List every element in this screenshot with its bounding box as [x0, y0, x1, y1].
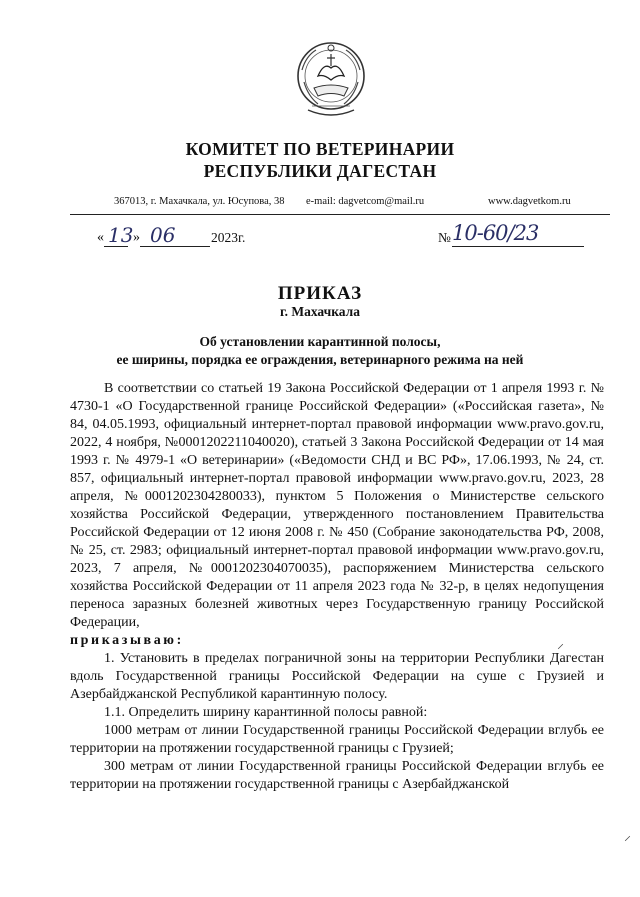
- item-1-1: 1.1. Определить ширину карантинной полосы равной:: [104, 705, 428, 720]
- subject-line2: ее ширины, порядка ее ограждения, ветеринарного режима на ней: [116, 352, 524, 367]
- date-and-number-line: [0, 221, 640, 255]
- item-1: 1. Установить в пределах пограничной зоны на территории Республики Дагестан вдоль Государственной границы Российской Федерации на суше с Грузией и Азербайджанской Республикой карантинную полосу.: [70, 651, 604, 702]
- preamble-paragraph: В соответствии со статьей 19 Закона Российской Федерации от 1 апреля 1993 г. № 4730-1 «О Государственной границе Российской Федерации» («Российская газета», № 84, 04.05.1993, официальный интернет-портал правовой информации www.pravo.gov.ru, 2022, 4 ноября, №0001202211040020), статьей 3 Закона Российской Федерации от 14 мая 1993 г. № 4979-1 «О ветеринарии» («Ведомости СНД и ВС РФ», 17.06.1993, № 24, ст. 857, официальный интернет-портал правовой информации www.pravo.gov.ru, 2023, 28 апреля, №0001202304280033), пунктом 5 Положения о Министерстве сельского хозяйства Российской Федерации, утвержденного постановлением Правительства Российской Федерации от 12 июня 2008 г. № 450 (Собрание законодательства РФ, 2008, № 25, ст. 2983; официальный интернет-портал правовой информации www.pravo.gov.ru, 2023, 7 апреля, №0001202304070035), распоряжением Министерства сельского хозяйства Российской Федерации от 11 апреля 2023 года № 32-р, в целях недопущения переноса заразных болезней животных через Государственную границу Российской Федерации,: [70, 381, 604, 630]
- coat-of-arms-emblem: [294, 36, 368, 122]
- org-name-line1: КОМИТЕТ ПО ВЕТЕРИНАРИИ: [185, 139, 455, 159]
- date-close-quote: »: [133, 230, 140, 245]
- document-body: [70, 380, 604, 794]
- email-text: e-mail: dagvetcom@mail.ru: [306, 196, 425, 207]
- order-number-handwritten: 10-60/23: [452, 221, 539, 245]
- date-month-handwritten: 06: [150, 223, 176, 247]
- website-text: www.dagvetkom.ru: [488, 196, 571, 207]
- item-1-1-b: 300 метрам от линии Государственной границы Российской Федерации вглубь ее территории на протяжении государственной границы с Азербайджанской: [70, 759, 604, 792]
- document-city: г. Махачкала: [279, 304, 360, 319]
- stray-mark: ⸝: [557, 637, 564, 652]
- month-underline: [140, 246, 210, 247]
- address-text: 367013, г. Махачкала, ул. Юсупова, 38: [114, 196, 285, 207]
- order-word: приказываю:: [70, 633, 184, 648]
- date-year: 2023г.: [211, 230, 246, 245]
- day-underline: [104, 246, 128, 247]
- org-name-line2: РЕСПУБЛИКИ ДАГЕСТАН: [203, 161, 437, 181]
- header-divider: [70, 214, 610, 215]
- number-label: №: [438, 230, 451, 245]
- document-title: ПРИКАЗ: [277, 283, 363, 304]
- number-underline: [452, 246, 584, 247]
- date-day-handwritten: 13: [108, 223, 134, 247]
- item-1-1-a: 1000 метрам от линии Государственной границы Российской Федерации вглубь ее территории на протяжении государственной границы с Грузией;: [70, 723, 604, 756]
- date-open-quote: «: [97, 230, 104, 245]
- subject-line1: Об установлении карантинной полосы,: [199, 334, 441, 349]
- stray-mark-edge: ⸝: [624, 829, 631, 844]
